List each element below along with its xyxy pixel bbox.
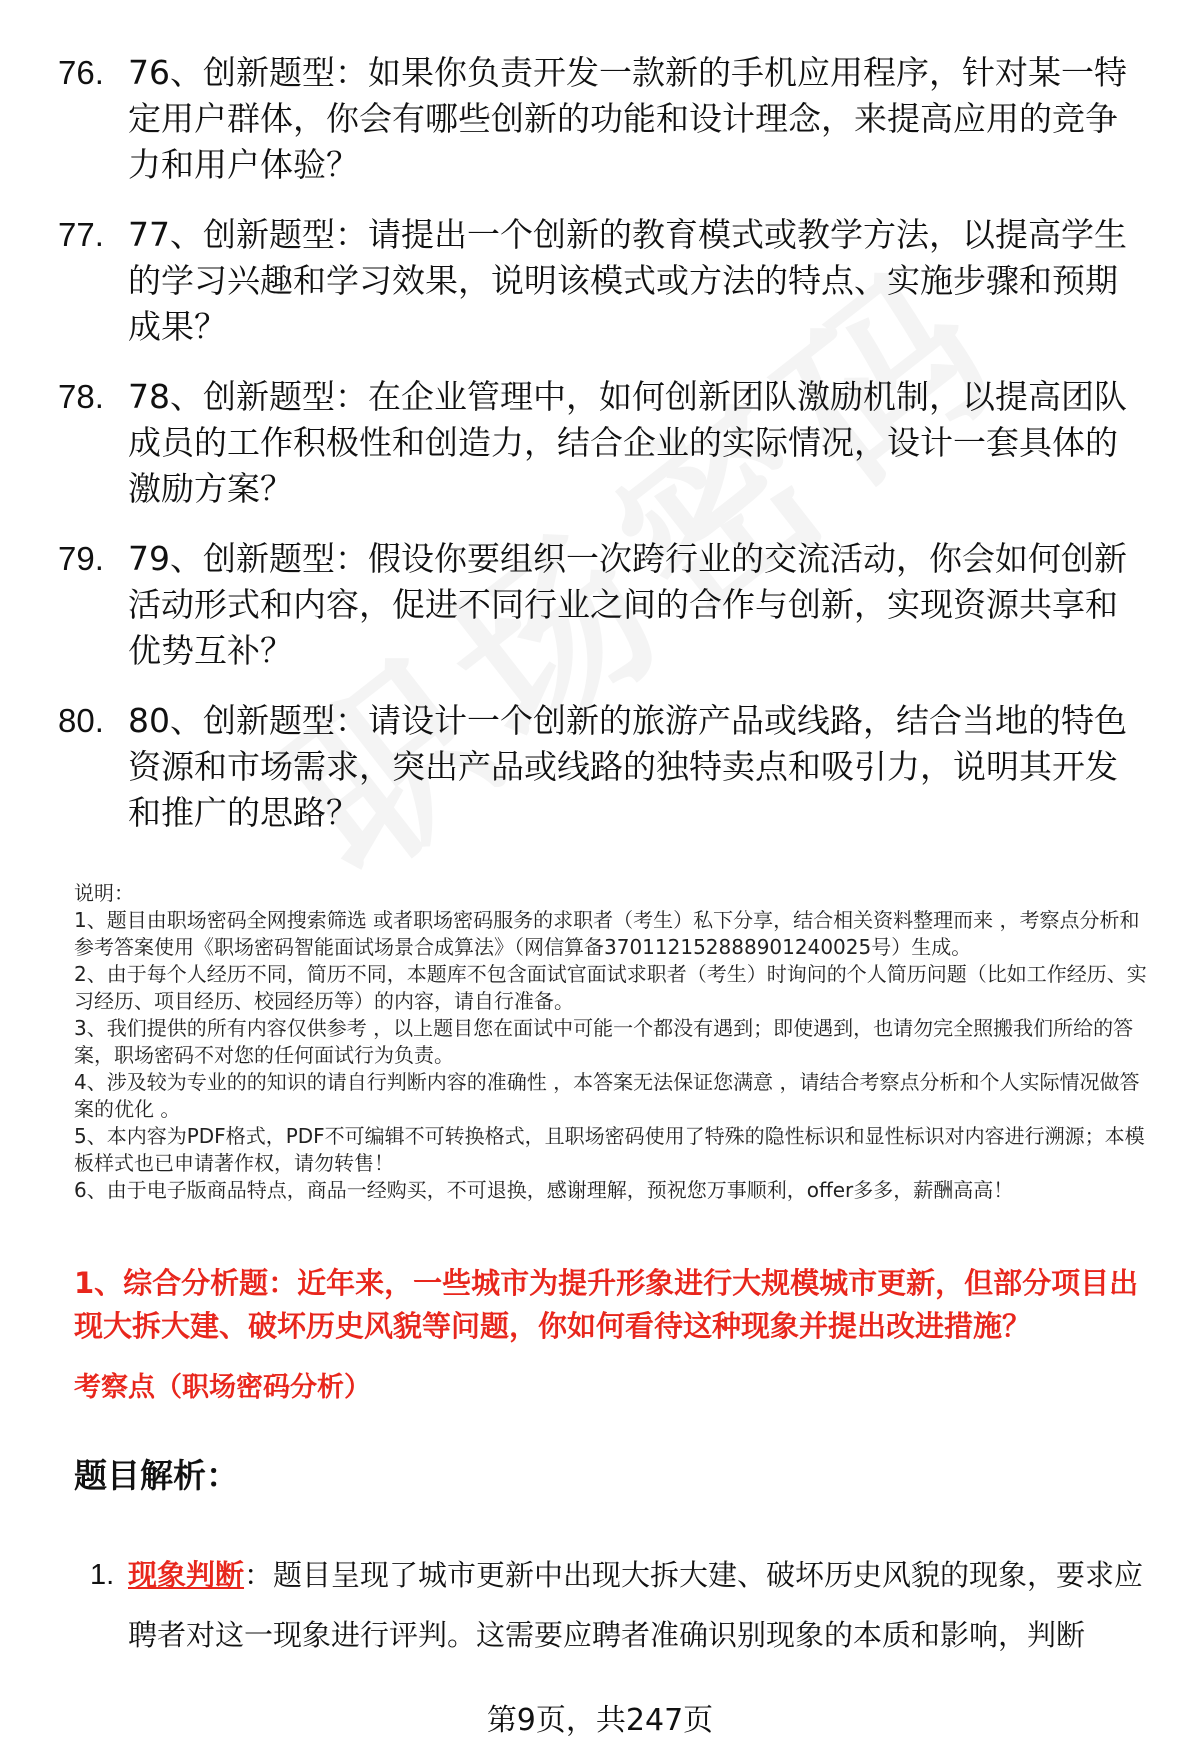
analysis-item [90, 1545, 1150, 1665]
featured-question: 1、综合分析题：近年来，一些城市为提升形象进行大规模城市更新，但部分项目出现大拆大建、破坏历史风貌等问题，你如何看待这种现象并提出改进措施？ [74, 1266, 1139, 1343]
page-footer: 第9页，共247页 [486, 1703, 714, 1738]
kaochadian-heading: 考察点（职场密码分析） [74, 1372, 371, 1403]
question-text: 76、创新题型：如果你负责开发一款新的手机应用程序，针对某一特定用户群体，你会有哪些创新的功能和设计理念，来提高应用的竞争力和用户体验？ [128, 53, 1127, 184]
question-number: 78. [58, 378, 104, 415]
question-text: 80、创新题型：请设计一个创新的旅游产品或线路，结合当地的特色资源和市场需求，突出产品或线路的独特卖点和吸引力，说明其开发和推广的思路？ [128, 701, 1127, 832]
note-item: 3、我们提供的所有内容仅供参考 ，以上题目您在面试中可能一个都没有遇到；即使遇到，也请勿完全照搬我们所给的答案，职场密码不对您的任何面试行为负责。 [74, 1016, 1134, 1067]
analysis-label[interactable]: 现象判断 [128, 1558, 245, 1592]
question-item [58, 374, 1148, 512]
notes-title: 说明： [74, 881, 134, 905]
question-number: 80. [58, 702, 104, 739]
analysis-number: 1. [90, 1559, 115, 1591]
question-text: 77、创新题型：请提出一个创新的教育模式或教学方法，以提高学生的学习兴趣和学习效果，说明该模式或方法的特点、实施步骤和预期成果？ [128, 215, 1127, 346]
question-number: 79. [58, 540, 104, 577]
analysis-text: ：题目呈现了城市更新中出现大拆大建、破坏历史风貌的现象，要求应聘者对这一现象进行评判。这需要应聘者准确识别现象的本质和影响，判断 [128, 1558, 1144, 1652]
note-item: 5、本内容为PDF格式，PDF不可编辑不可转换格式，且职场密码使用了特殊的隐性标识和显性标识对内容进行溯源；本模板样式也已申请著作权，请勿转售！ [74, 1124, 1145, 1175]
question-number: 76. [58, 54, 104, 91]
question-item [58, 50, 1148, 188]
note-item: 2、由于每个人经历不同，简历不同，本题库不包含面试官面试求职者（考生）时询问的个人简历问题（比如工作经历、实习经历、项目经历、校园经历等）的内容，请自行准备。 [74, 962, 1147, 1013]
question-item [58, 536, 1148, 674]
notes-section [74, 880, 1154, 1204]
analysis-list [90, 1545, 1150, 1665]
question-item [58, 698, 1148, 836]
question-item [58, 212, 1148, 350]
analysis-content [128, 1545, 1150, 1665]
note-item: 6、由于电子版商品特点，商品一经购买，不可退换，感谢理解，预祝您万事顺利，offer多多，薪酬高高！ [74, 1178, 1014, 1202]
analysis-title: 题目解析： [74, 1456, 239, 1495]
note-item: 4、涉及较为专业的的知识的请自行判断内容的准确性 ，本答案无法保证您满意 ，请结合考察点分析和个人实际情况做答案的优化 。 [74, 1070, 1140, 1121]
question-number: 77. [58, 216, 104, 253]
question-text: 79、创新题型：假设你要组织一次跨行业的交流活动，你会如何创新活动形式和内容，促进不同行业之间的合作与创新，实现资源共享和优势互补？ [128, 539, 1127, 670]
question-text: 78、创新题型：在企业管理中，如何创新团队激励机制，以提高团队成员的工作积极性和创造力，结合企业的实际情况，设计一套具体的激励方案？ [128, 377, 1127, 508]
note-item: 1、题目由职场密码全网搜索筛选 或者职场密码服务的求职者（考生）私下分享，结合相关资料整理而来 ，考察点分析和参考答案使用《职场密码智能面试场景合成算法》（网信算备370112152888901240025号）生成。 [74, 908, 1140, 959]
question-list [58, 50, 1148, 860]
